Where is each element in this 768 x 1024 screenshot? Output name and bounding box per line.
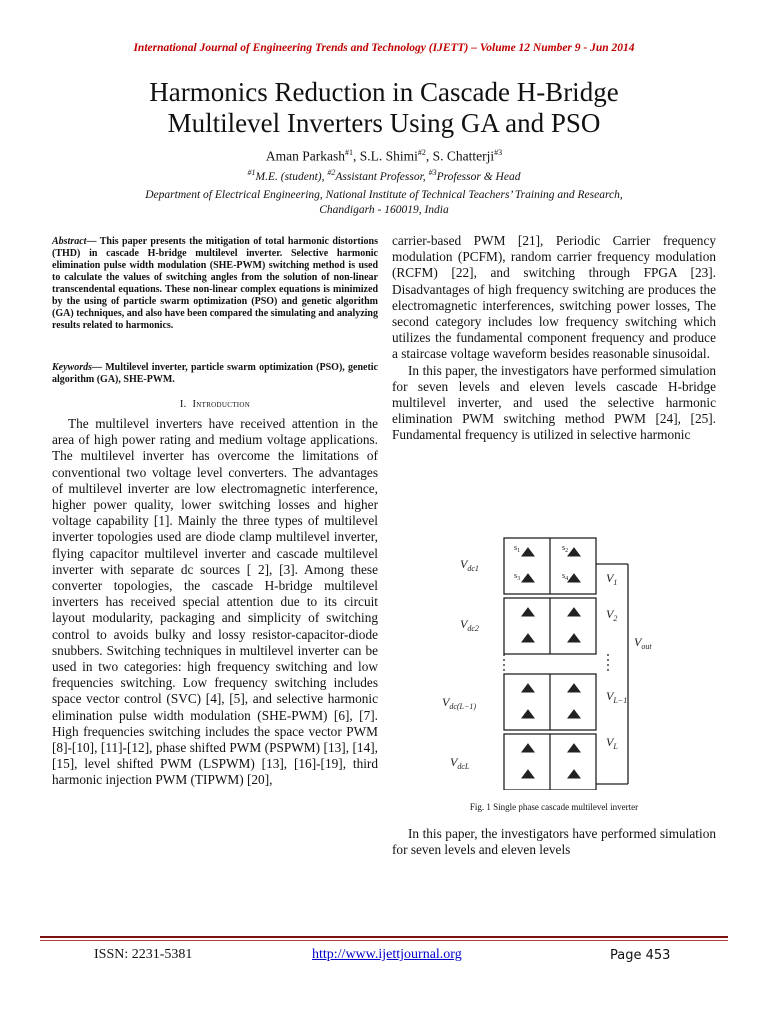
label-s4: $s_4$ (562, 571, 569, 582)
label-vdc-l-1: $V_{dc(L-1)}$ (442, 695, 477, 711)
intro-paragraph-2: carrier-based PWM [21], Periodic Carrier frequency modulation (PCFM), random carrier frequency modulation (RCFM) [22], and switching through FPGA [23]. Disadvantages of high frequency switching are produces the electromagnetic interferences, switching power losses, The second category includes low frequency switching which utilizes the fundamental component frequency and produce a staircase voltage waveform besides reasonable sinusoidal. (392, 233, 716, 362)
label-vout: $V_{out}$ (634, 635, 652, 651)
after-figure-text (392, 826, 716, 858)
section-heading (52, 399, 378, 410)
role-1-mark: #1 (247, 168, 256, 177)
author-1: Aman Parkash (265, 148, 345, 164)
title-line-1: Harmonics Reduction in Cascade H-Bridge (149, 77, 619, 107)
intro-paragraph-3: In this paper, the investigators have performed simulation for seven levels and eleven levels cascade H-bridge multilevel inverter, and used the selective harmonic elimination PWM switching method PWM [24], [25]. Fundamental frequency is utilized in selective harmonic (392, 362, 716, 443)
footer-rule (40, 936, 728, 938)
abstract-label: Abstract (52, 236, 87, 247)
label-s1: $s_1$ (514, 543, 521, 554)
footer-rule-thin (40, 940, 728, 941)
page-number: Page 453 (610, 948, 671, 963)
author-2-mark: #2 (417, 148, 426, 157)
abstract-text: — This paper presents the mitigation of total harmonic distortions (THD) in cascade H-bridge multilevel inverter. Selective harmonic elimination pulse width modulation (SHE-PWM) switching method is used to calculate the values of switching angles from the solution of non-linear transcendental equations. These non-linear complex equations is minimized by the using of particle swarm optimization (PSO) and genetic algorithm (GA) techniques, and also have been compared the simulating and analyzing results related to harmonics. (52, 236, 378, 331)
role-1: M.E. (student), (255, 170, 328, 183)
author-1-mark: #1 (344, 148, 353, 157)
journal-url-link[interactable]: http://www.ijettjournal.org (312, 947, 462, 962)
role-3-mark: #3 (428, 168, 437, 177)
cascade-inverter-figure (438, 534, 668, 790)
intro-right-column (392, 233, 716, 444)
intro-left-column (52, 416, 378, 789)
author-2: , S.L. Shimi (352, 148, 418, 164)
paper-title (60, 77, 708, 139)
label-vdcl: $V_{dcL}$ (450, 755, 470, 771)
section-title: Introduction (192, 399, 251, 410)
label-vdc1: $V_{dc1}$ (460, 557, 479, 573)
label-vl-1: $V_{L-1}$ (606, 689, 628, 705)
keywords (52, 362, 378, 386)
abstract (52, 236, 378, 332)
issn: ISSN: 2231-5381 (94, 947, 193, 962)
label-vdc2: $V_{dc2}$ (460, 617, 479, 633)
role-3: Professor & Head (436, 170, 521, 183)
intro-paragraph-1: The multilevel inverters have received attention in the area of high power rating and medium voltage applications. The multilevel inverter has overcome the limitations of conventional two voltage level converters. The advantages of multilevel inverter are low electromagnetic interference, higher power quality, lower switching losses and higher voltage capability [1]. Mainly the three types of multilevel inverter topologies used are diode clamp multilevel inverter, flying capacitor multilevel inverter and cascade multilevel inverter with separate dc sources [ 2], [3]. Among these converter topologies, the cascade H-bridge multilevel inverters has received special attention due to its circuit layout modularity, packaging and simplicity of switching control to avoids bulky and lossy resistor-capacitor-diode snubbers. Switching techniques in multilevel inverter can be used in two categories: high frequency switching and low frequencies switching. Low frequency switching includes space vector control (SVC) [4], [5], and selective harmonic elimination pulse width modulation (SHE-PWM) [6], [7]. High frequencies switching includes the space vector PWM [8]-[10], [11]-[12], phase shifted PWM (PSPWM) [13], [14], [15], level shifted PWM (LSPWM) [13], [16]-[19], third harmonic injection PWM (TIPWM) [20], (52, 416, 378, 788)
label-vl: $V_L$ (606, 735, 618, 751)
author-3-mark: #3 (494, 148, 503, 157)
department (40, 188, 728, 218)
intro-paragraph-4: In this paper, the investigators have performed simulation for seven levels and eleven levels (392, 826, 716, 858)
role-2: Assistant Professor, (335, 170, 429, 183)
section-number: I. (179, 399, 187, 410)
affiliation-roles (0, 168, 768, 183)
role-2-mark: #2 (327, 168, 336, 177)
label-v1: $V_1$ (606, 571, 618, 587)
label-s3: $s_3$ (514, 571, 521, 582)
keywords-text: — Multilevel inverter, particle swarm optimization (PSO), genetic algorithm (GA), SHE-PWM. (52, 362, 378, 385)
author-list (0, 148, 768, 165)
journal-header: International Journal of Engineering Trends and Technology (IJETT) – Volume 12 Number 9 - Jun 2014 (133, 42, 635, 54)
label-v2: $V_2$ (606, 607, 618, 623)
keywords-label: Keywords (52, 362, 92, 373)
author-3: , S. Chatterji (425, 148, 495, 164)
title-line-2: Multilevel Inverters Using GA and PSO (167, 108, 601, 138)
department-line-1: Department of Electrical Engineering, National Institute of Technical Teachers’ Training and Research, (145, 189, 623, 201)
department-line-2: Chandigarh - 160019, India (319, 204, 449, 216)
label-s2: $s_2$ (562, 543, 569, 554)
figure-caption: Fig. 1 Single phase cascade multilevel inverter (469, 802, 639, 812)
